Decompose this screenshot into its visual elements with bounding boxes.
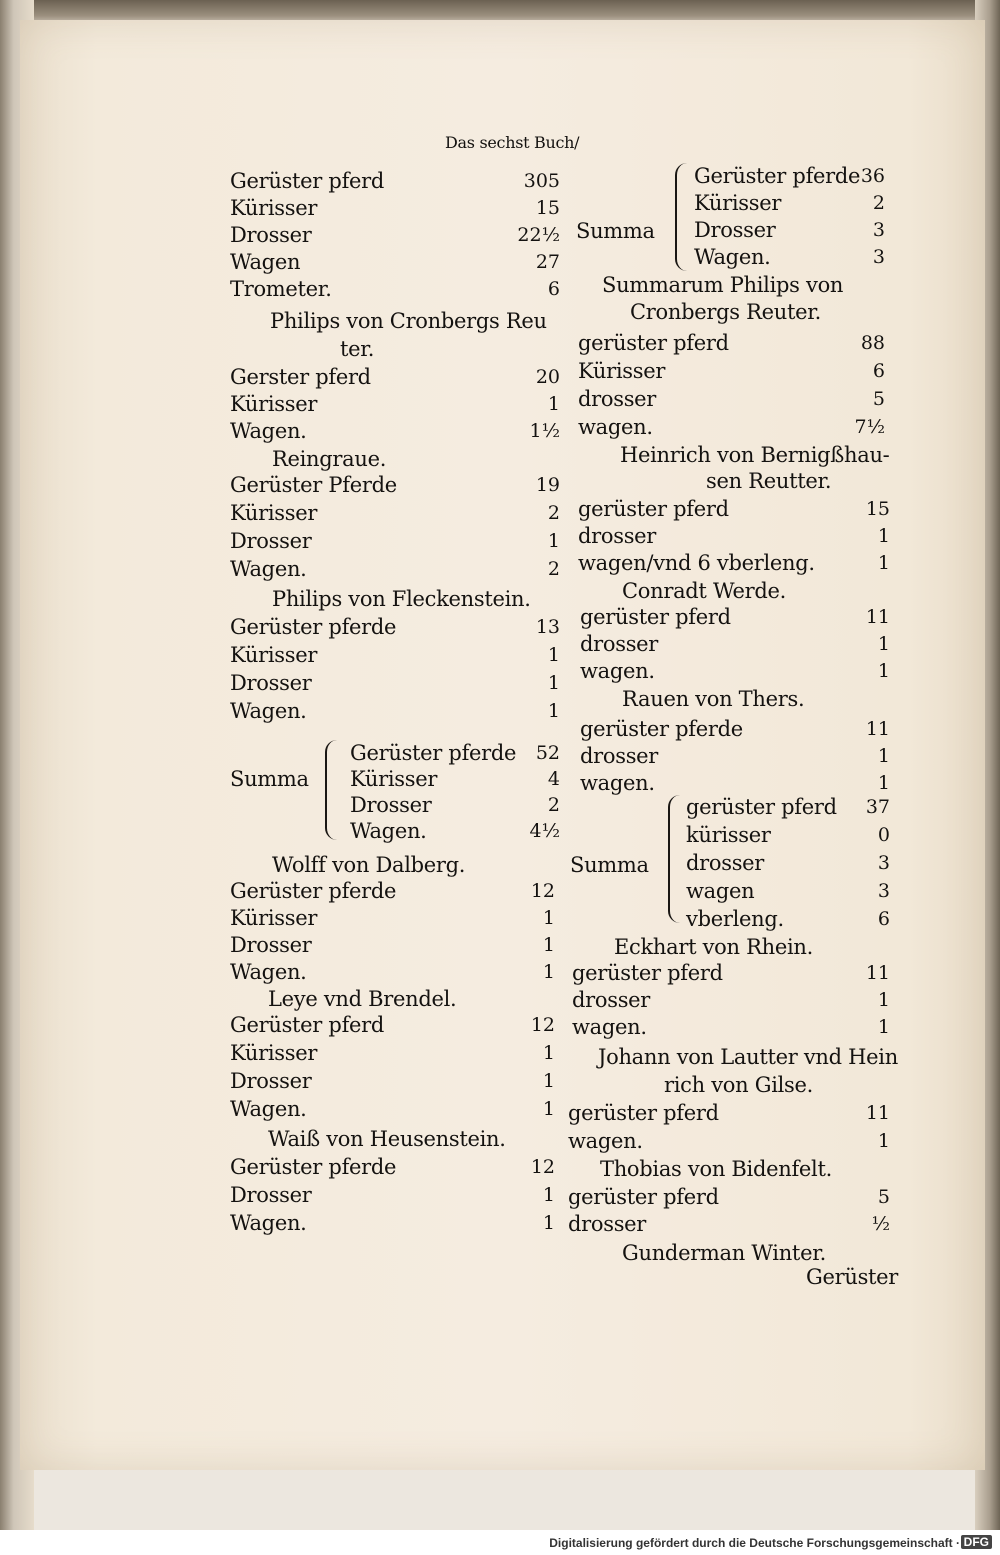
item-label: Kürisser [230,392,318,416]
item-value: 19 [535,474,560,496]
item-label: gerüster pferd [578,497,729,521]
item-label: wagen [686,879,755,903]
section-heading: Philips von Cronbergs Reu [270,309,547,333]
item-label: drosser [572,988,651,1012]
item-label: Drosser [230,223,312,247]
item-value: 1 [542,1212,555,1234]
item-value: 37 [865,796,890,818]
item-value: 1 [542,934,555,956]
section-heading: Conradt Werde. [622,579,787,603]
item-label: Kürisser [578,359,666,383]
item-value: 7½ [854,416,885,438]
catchword: Gerüster [806,1265,899,1289]
item-value: 1½ [529,420,560,442]
footer-credit: Digitalisierung gefördert durch die Deutsche Forschungsgemeinschaft · [549,1536,960,1550]
item-label: wagen. [578,415,653,439]
item-label: Kürisser [350,767,438,791]
item-label: Gerüster pferde [694,164,861,188]
section-heading: rich von Gilse. [664,1073,814,1097]
item-value: 1 [542,961,555,983]
item-label: Drosser [230,933,312,957]
item-value: 1 [547,644,560,666]
item-value: 3 [872,219,885,241]
curly-brace [675,163,689,271]
item-label: gerüster pferd [572,961,723,985]
item-value: 3 [872,246,885,268]
item-value: 6 [872,360,885,382]
item-label: Wagen. [350,819,427,843]
section-heading: Eckhart von Rhein. [614,935,814,959]
item-label: wagen/vnd 6 vberleng. [578,551,815,575]
item-label: Drosser [230,1069,312,1093]
item-label: gerüster pferd [568,1101,719,1125]
item-value: 1 [877,745,890,767]
item-value: 3 [877,880,890,902]
item-value: 11 [865,1102,890,1124]
item-value: 6 [547,278,560,300]
running-head: Das sechst Buch/ [445,133,580,152]
item-label: Wagen. [230,960,307,984]
item-value: 4 [547,768,560,790]
item-value: 2 [547,558,560,580]
section-heading: Waiß von Heusenstein. [268,1127,506,1151]
item-value: 88 [860,332,885,354]
item-value: 1 [877,989,890,1011]
item-value: 1 [877,772,890,794]
item-value: 11 [865,718,890,740]
item-label: gerüster pferd [580,605,731,629]
item-value: 5 [877,1186,890,1208]
item-value: 1 [547,530,560,552]
section-heading: Leye vnd Brendel. [268,987,457,1011]
item-label: Kürisser [230,906,318,930]
item-label: Trometer. [230,277,332,301]
item-label: Drosser [230,529,312,553]
item-value: 305 [523,170,560,192]
item-label: wagen. [568,1129,643,1153]
item-label: drosser [568,1212,647,1236]
summa-label: Summa [570,853,649,877]
item-label: Kürisser [694,191,782,215]
item-label: gerüster pferde [580,717,743,741]
item-value: 1 [542,1184,555,1206]
summa-label: Summa [576,219,655,243]
item-value: 27 [535,251,560,273]
item-label: Gerüster pferd [230,169,385,193]
section-heading: ter. [340,337,375,361]
item-label: Kürisser [230,1041,318,1065]
item-value: 1 [547,393,560,415]
item-label: wagen. [580,771,655,795]
item-label: Gerüster pferd [230,1013,385,1037]
item-label: wagen. [580,659,655,683]
item-value: 12 [530,1156,555,1178]
item-value: 52 [535,742,560,764]
item-label: Gerüster pferde [230,879,397,903]
item-label: drosser [580,632,659,656]
section-heading: sen Reutter. [706,469,832,493]
item-label: Wagen. [230,1097,307,1121]
section-heading: Gunderman Winter. [622,1241,826,1265]
item-value: 3 [877,852,890,874]
item-value: 1 [542,907,555,929]
item-label: drosser [578,524,657,548]
item-value: 12 [530,880,555,902]
summa-label: Summa [230,767,309,791]
item-value: 6 [877,908,890,930]
item-value: 2 [872,192,885,214]
item-label: Wagen. [230,419,307,443]
item-label: wagen. [572,1015,647,1039]
item-label: Gerüster pferde [230,1155,397,1179]
item-label: Kürisser [230,196,318,220]
item-value: 12 [530,1014,555,1036]
item-value: 15 [535,197,560,219]
dfg-logo: DFG [961,1535,992,1549]
item-label: vberleng. [686,907,784,931]
item-label: Wagen. [694,245,771,269]
curly-brace [668,795,682,923]
item-label: Kürisser [230,643,318,667]
item-value: ½ [871,1213,890,1235]
item-value: 1 [877,1016,890,1038]
item-label: drosser [580,744,659,768]
item-label: Gerüster pferde [230,615,397,639]
item-value: 11 [865,962,890,984]
item-label: Wagen. [230,699,307,723]
item-label: Drosser [230,671,312,695]
section-heading: Wolff von Dalberg. [272,853,466,877]
section-heading: Rauen von Thers. [622,687,805,711]
item-value: 15 [865,498,890,520]
item-label: drosser [686,851,765,875]
item-value: 4½ [529,820,560,842]
item-value: 1 [877,1130,890,1152]
item-label: Gerüster pferde [350,741,517,765]
item-value: 0 [877,824,890,846]
item-label: Wagen [230,250,301,274]
curly-brace [325,740,339,840]
item-value: 5 [872,388,885,410]
item-label: drosser [578,387,657,411]
item-value: 22½ [517,224,560,246]
item-value: 11 [865,606,890,628]
item-value: 20 [535,366,560,388]
item-value: 1 [547,700,560,722]
item-label: Drosser [230,1183,312,1207]
section-heading: Reingraue. [272,447,387,471]
item-label: Gerster pferd [230,365,371,389]
item-value: 2 [547,502,560,524]
item-label: gerüster pferd [578,331,729,355]
item-value: 1 [542,1098,555,1120]
item-label: Drosser [350,793,432,817]
section-heading: Johann von Lautter vnd Hein [598,1045,898,1069]
item-label: kürisser [686,823,771,847]
item-value: 1 [877,525,890,547]
section-heading: Heinrich von Bernigßhau- [620,443,890,467]
section-heading: Summarum Philips von [602,273,844,297]
item-label: Wagen. [230,1211,307,1235]
item-value: 1 [547,672,560,694]
item-value: 36 [860,165,885,187]
item-label: Gerüster Pferde [230,473,397,497]
section-heading: Philips von Fleckenstein. [272,587,531,611]
item-label: Wagen. [230,557,307,581]
section-heading: Thobias von Bidenfelt. [600,1157,832,1181]
item-label: gerüster pferd [686,795,837,819]
item-value: 1 [877,552,890,574]
item-value: 1 [542,1042,555,1064]
item-value: 1 [877,633,890,655]
item-value: 1 [542,1070,555,1092]
item-label: Kürisser [230,501,318,525]
item-label: gerüster pferd [568,1185,719,1209]
section-heading: Cronbergs Reuter. [630,300,822,324]
item-label: Drosser [694,218,776,242]
item-value: 13 [535,616,560,638]
item-value: 1 [877,660,890,682]
item-value: 2 [547,794,560,816]
